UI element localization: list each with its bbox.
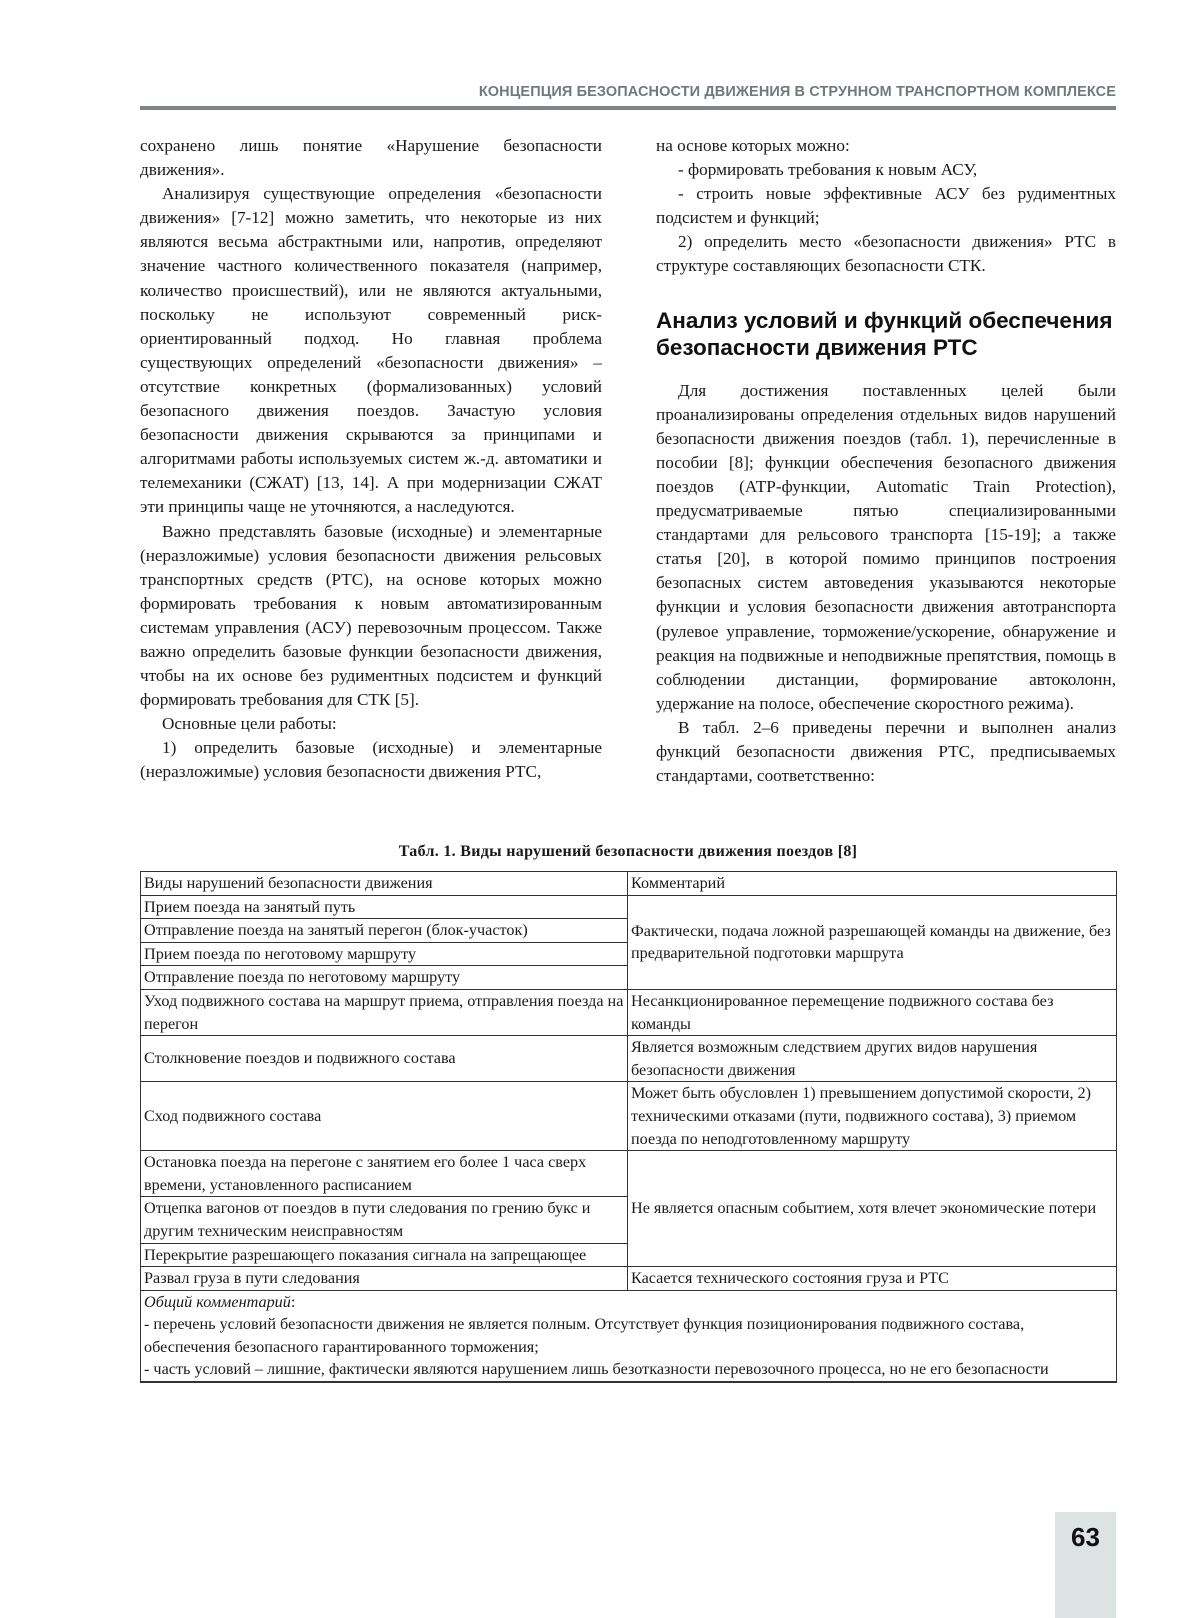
violation-cell: Отцепка вагонов от поездов в пути следования по грению букс и другим техническим неисправностям <box>141 1197 628 1243</box>
violation-cell: Отправление поезда на занятый перегон (блок-участок) <box>141 919 628 943</box>
comment-cell: Может быть обусловлен 1) превышением допустимой скорости, 2) техническими отказами (пути, подвижного состава), 3) приемом поезда по неподготовленному маршруту <box>628 1082 1117 1151</box>
page-number: 63 <box>1071 1522 1100 1552</box>
table-row <box>141 1082 1117 1151</box>
table-row <box>141 895 1117 919</box>
column-header: Виды нарушений безопасности движения <box>141 872 628 896</box>
violation-cell: Уход подвижного состава на маршрут приема, отправления поезда на перегон <box>141 989 628 1035</box>
general-comment-heading: Общий комментарий: <box>144 1292 296 1311</box>
paragraph: Для достижения поставленных целей были проанализированы определения отдельных видов нарушений безопасности движения поездов (табл. 1), перечисленные в пособии [8]; функции обеспечения безопасного движения поездов (АТР-функции, Automatic Train Protection), предусматриваемые пятью специализированными стандартами для рельсового транспорта [15-19]; а также статья [20], в которой помимо принципов построения безопасных систем автоведения указываются некоторые функции и условия безопасности движения автотранспорта (рулевое управление, торможение/ускорение, обнаружение и реакция на подвижные и неподвижные препятствия, помощь в соблюдении дистанции, формирование автоколонн, удержание на полосе, обеспечение скоростного режима). <box>656 380 1116 713</box>
table-header-row <box>141 872 1117 896</box>
violations-table <box>140 871 1117 1383</box>
paragraph: сохранено лишь понятие «Нарушение безопасности движения». <box>140 136 602 180</box>
right-column <box>656 134 1116 788</box>
table-row <box>141 989 1117 1035</box>
comment-cell: Фактически, подача ложной разрешающей команды на движение, без предварительной подготовки маршрута <box>628 895 1117 989</box>
list-item: - строить новые эффективные АСУ без рудиментных подсистем и функций; <box>656 184 1116 228</box>
column-header: Комментарий <box>628 872 1117 896</box>
table-row <box>141 1036 1117 1082</box>
comment-cell: Несанкционированное перемещение подвижного состава без команды <box>628 989 1117 1035</box>
comment-cell: Не является опасным событием, хотя влечет экономические потери <box>628 1151 1117 1267</box>
table-caption: Табл. 1. Виды нарушений безопасности движения поездов [8] <box>398 843 858 860</box>
violation-cell: Отправление поезда по неготовому маршруту <box>141 966 628 990</box>
running-head: КОНЦЕПЦИЯ БЕЗОПАСНОСТИ ДВИЖЕНИЯ В СТРУННОМ ТРАНСПОРТНОМ КОМПЛЕКСЕ <box>478 84 1116 100</box>
header-rule <box>140 106 1116 110</box>
violation-cell: Развал груза в пути следования <box>141 1267 628 1291</box>
paragraph: Основные цели работы: <box>162 714 337 734</box>
section-heading: Анализ условий и функций обеспечения безопасности движения РТС <box>656 307 1113 360</box>
general-comment-title: Общий комментарий <box>144 1292 291 1311</box>
left-column <box>140 134 602 785</box>
paragraph: 1) определить базовые (исходные) и элементарные (неразложимые) условия безопасности движения РТС, <box>140 738 602 782</box>
list-item: - формировать требования к новым АСУ, <box>678 160 978 180</box>
table-row <box>141 1151 1117 1197</box>
paragraph: Важно представлять базовые (исходные) и элементарные (неразложимые) условия безопасности движения рельсовых транспортных средств (РТС), на основе которых можно формировать требования к новым автоматизированным системам управления (АСУ) перевозочным процессом. Также важно определить базовые функции безопасности движения, чтобы на их основе без рудиментных подсистем и функций формировать требования для СТК [5]. <box>140 521 602 710</box>
general-comment-line: - часть условий – лишние, фактически являются нарушением лишь безотказности перевозочного процесса, но не его безопасности <box>144 1360 1049 1379</box>
comment-cell: Касается технического состояния груза и РТС <box>628 1267 1117 1291</box>
violation-cell: Столкновение поездов и подвижного состава <box>141 1036 628 1082</box>
general-comment-cell <box>141 1290 1117 1382</box>
paragraph: на основе которых можно: <box>656 136 850 155</box>
general-comment-line: - перечень условий безопасности движения не является полным. Отсутствует функция позиционирования подвижного состава, обеспечения безопасного гарантированного торможения; <box>144 1315 1025 1356</box>
paragraph: В табл. 2–6 приведены перечни и выполнен анализ функций безопасности движения РТС, предписываемых стандартами, соответственно: <box>656 717 1116 786</box>
violation-cell: Прием поезда по неготовому маршруту <box>141 942 628 966</box>
violation-cell: Сход подвижного состава <box>141 1082 628 1151</box>
comment-cell: Является возможным следствием других видов нарушения безопасности движения <box>628 1036 1117 1082</box>
general-comment-row <box>141 1290 1117 1382</box>
violation-cell: Остановка поезда на перегоне с занятием его более 1 часа сверх времени, установленного расписанием <box>141 1151 628 1197</box>
page-number-tab <box>1055 1512 1116 1618</box>
paragraph: Анализируя существующие определения «безопасности движения» [7-12] можно заметить, что некоторые из них являются весьма абстрактными или, напротив, определяют значение частного количественного показателя (например, количество происшествий), или не являются актуальными, поскольку не используют современный риск-ориентированный подход. Но главная проблема существующих определений «безопасности движения» – отсутствие конкретных (формализованных) условий безопасного движения поездов. Зачастую условия безопасности движения скрываются за принципами и алгоритмами работы используемых систем ж.-д. автоматики и телемеханики (СЖАТ) [13, 14]. А при модернизации СЖАТ эти принципы чаще не уточняются, а наследуются. <box>140 184 602 517</box>
list-item: 2) определить место «безопасности движения» РТС в структуре составляющих безопасности СТК. <box>656 232 1116 276</box>
table-row <box>141 1267 1117 1291</box>
violation-cell: Прием поезда на занятый путь <box>141 895 628 919</box>
violation-cell: Перекрытие разрешающего показания сигнала на запрещающее <box>141 1243 628 1267</box>
